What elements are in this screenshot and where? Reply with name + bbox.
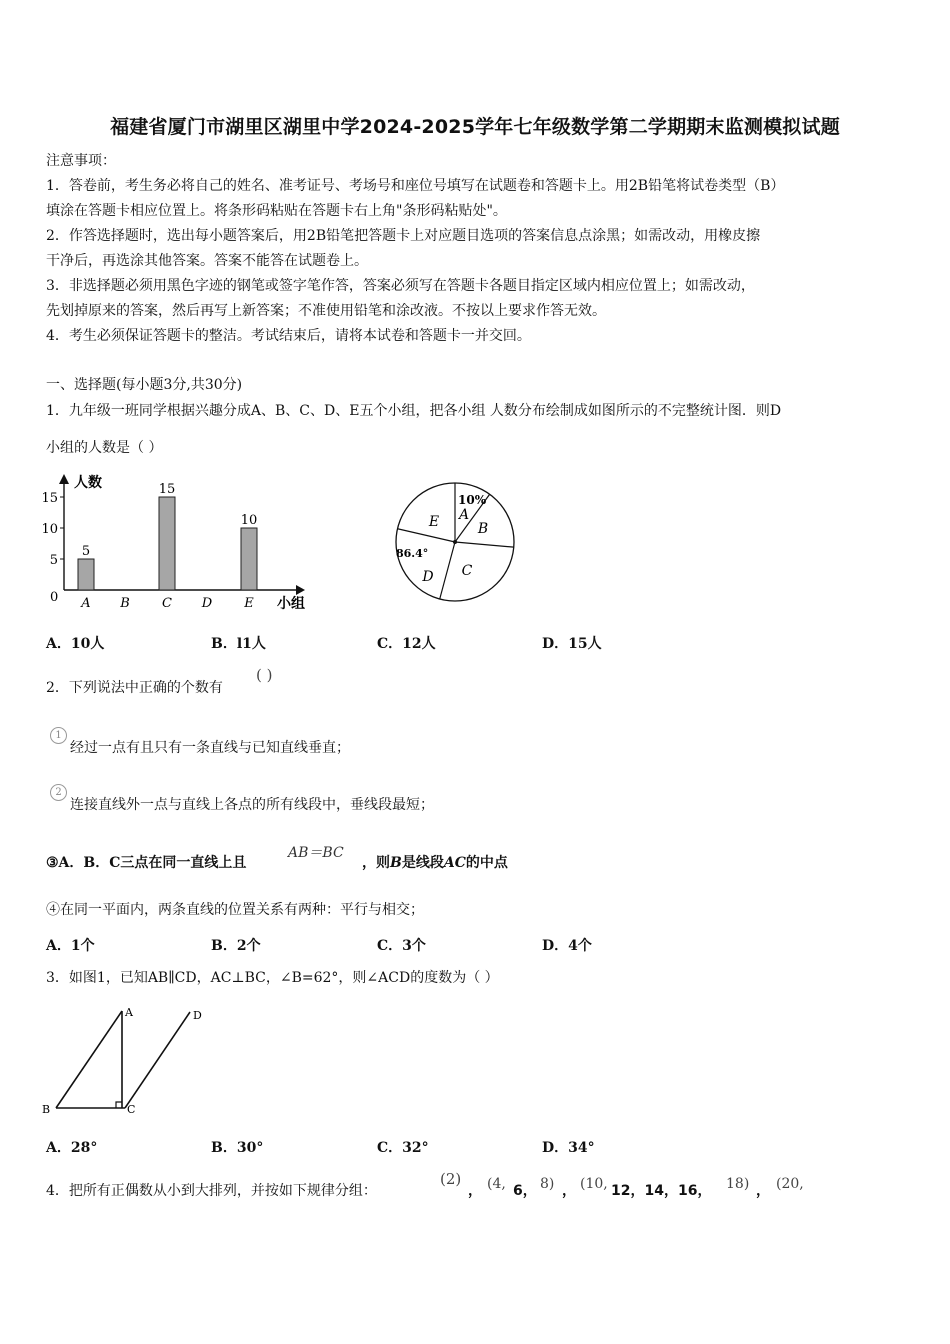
pie-slice-label-B: B bbox=[477, 521, 489, 537]
q2-statement-4: ④在同一平面内，两条直线的位置关系有两种：平行与相交； bbox=[46, 902, 424, 918]
bar-label-A: 5 bbox=[81, 544, 91, 559]
pie-annotation-angle: 86.4° bbox=[396, 547, 429, 560]
q4-group-3-mid: 12，14，16， bbox=[611, 1183, 712, 1199]
q2-statement-3-prefix: ③A．B．C三点在同一直线上且 bbox=[46, 855, 247, 871]
q1-stem-line1: 1．九年级一班同学根据兴趣分成A、B、C、D、E五个小组，把各小组 人数分布绘制成如图所示的不完整统计图．则D bbox=[46, 403, 782, 419]
x-tick-label-C: C bbox=[162, 596, 172, 611]
bar-label-C: 15 bbox=[158, 482, 176, 497]
q4-group-3-open: (10, bbox=[580, 1176, 608, 1192]
pie-slice-label-E: E bbox=[428, 514, 440, 530]
q2-statement-1: 经过一点有且只有一条直线与已知直线垂直； bbox=[70, 740, 350, 756]
q2-option-a[interactable]: A．1个 bbox=[46, 938, 95, 954]
x-tick-label-B: B bbox=[120, 596, 130, 611]
q4-sep-1: ， bbox=[468, 1183, 482, 1199]
q2-statement-1-number: 1 bbox=[50, 727, 67, 744]
notice-line-4: 4．考生必须保证答题卡的整洁。考试结束后，请将本试卷和答题卡一并交回。 bbox=[46, 328, 531, 344]
q4-group-1: (2) bbox=[440, 1170, 462, 1188]
y-tick-label-0: 0 bbox=[50, 590, 59, 605]
y-tick-label-15: 15 bbox=[41, 491, 58, 506]
y-tick-label-10: 10 bbox=[41, 522, 58, 537]
pie-divider-4 bbox=[440, 542, 455, 599]
notice-line-1a: 1．答卷前，考生务必将自己的姓名、准考证号、考场号和座位号填写在试题卷和答题卡上。用2B铅笔将试卷类型（B） bbox=[46, 178, 785, 194]
notice-line-2a: 2．作答选择题时，选出每小题答案后，用2B铅笔把答题卡上对应题目选项的答案信息点涂黑；如需改动，用橡皮擦 bbox=[46, 228, 761, 244]
notice-heading: 注意事项： bbox=[46, 153, 116, 169]
q2-paren: ( ) bbox=[256, 666, 273, 684]
q3-option-a[interactable]: A．28° bbox=[46, 1140, 98, 1156]
segment-cd bbox=[125, 1012, 190, 1108]
x-tick-label-A: A bbox=[81, 596, 91, 611]
q2-statement-3-suffix bbox=[362, 855, 508, 871]
q4-stem: 4．把所有正偶数从小到大排列，并按如下规律分组： bbox=[46, 1183, 377, 1199]
y-axis-arrow bbox=[59, 474, 69, 484]
pie-divider-3 bbox=[455, 542, 514, 547]
page-title: 福建省厦门市湖里区湖里中学2024-2025学年七年级数学第二学期期末监测模拟试题 bbox=[110, 116, 840, 138]
q2-s3-text-b: 是线段 bbox=[401, 855, 444, 871]
label-d: D bbox=[193, 1009, 202, 1022]
y-tick-label-5: 5 bbox=[49, 553, 58, 568]
bar-label-E: 10 bbox=[240, 513, 258, 528]
q3-stem: 3．如图1，已知AB∥CD，AC⊥BC，∠B=62°，则∠ACD的度数为（ ） bbox=[46, 970, 499, 986]
bar-C bbox=[159, 497, 175, 590]
notice-line-3a: 3．非选择题必须用黑色字迹的钢笔或签字笔作答，答案必须写在答题卡各题目指定区域内相应位置上；如需改动， bbox=[46, 278, 755, 294]
q1-option-c[interactable]: C．12人 bbox=[377, 636, 436, 652]
segment-ab bbox=[56, 1011, 122, 1108]
q1-option-b[interactable]: B．l1人 bbox=[211, 636, 266, 652]
notice-line-2b: 干净后，再选涂其他答案。答案不能答在试题卷上。 bbox=[46, 253, 368, 269]
notice-line-1b: 填涂在答题卡相应位置上。将条形码粘贴在答题卡右上角"条形码粘贴处"。 bbox=[46, 203, 507, 219]
pie-annotation-percent: 10% bbox=[458, 493, 487, 507]
q2-statement-2-number: 2 bbox=[50, 784, 67, 801]
q4-sep-3: ， bbox=[756, 1183, 770, 1199]
q3-option-d[interactable]: D．34° bbox=[542, 1140, 595, 1156]
q4-sep-2: ， bbox=[562, 1183, 576, 1199]
q3-option-b[interactable]: B．30° bbox=[211, 1140, 264, 1156]
pie-chart-plot bbox=[396, 483, 514, 601]
bar-chart-plot bbox=[41, 474, 305, 612]
pie-center bbox=[453, 540, 457, 544]
label-a: A bbox=[125, 1006, 133, 1019]
q2-stem: 2．下列说法中正确的个数有 bbox=[46, 680, 223, 696]
q4-group-3-close: 18) bbox=[726, 1176, 750, 1192]
x-axis-arrow bbox=[296, 585, 305, 595]
q3-figure bbox=[40, 1004, 210, 1119]
q2-option-d[interactable]: D．4个 bbox=[542, 938, 592, 954]
y-axis-label: 人数 bbox=[74, 475, 102, 491]
x-tick-label-E: E bbox=[244, 596, 254, 611]
q4-group-2-close: 8) bbox=[540, 1176, 555, 1192]
q4-group-2-mid: 6， bbox=[513, 1183, 537, 1199]
q2-s3-var-ac: AC bbox=[443, 855, 466, 871]
x-tick-label-D: D bbox=[201, 596, 213, 611]
q1-option-a[interactable]: A．10人 bbox=[46, 636, 105, 652]
q2-s3-text-a: ，则 bbox=[362, 855, 390, 871]
q2-option-c[interactable]: C．3个 bbox=[377, 938, 426, 954]
pie-slice-label-D: D bbox=[422, 569, 434, 585]
pie-slice-label-A: A bbox=[458, 507, 470, 523]
pie-divider-5 bbox=[398, 529, 455, 542]
q2-statement-2: 连接直线外一点与直线上各点的所有线段中，垂线段最短； bbox=[70, 797, 434, 813]
pie-slice-label-C: C bbox=[461, 563, 473, 579]
label-c: C bbox=[127, 1103, 136, 1116]
section-heading: 一、选择题(每小题3分,共30分) bbox=[46, 377, 243, 393]
q2-option-b[interactable]: B．2个 bbox=[211, 938, 261, 954]
bar-A bbox=[78, 559, 94, 590]
q1-bar-chart bbox=[40, 468, 320, 618]
label-b: B bbox=[42, 1103, 51, 1116]
q1-option-d[interactable]: D．15人 bbox=[542, 636, 602, 652]
q4-group-2-open: (4, bbox=[487, 1176, 506, 1192]
q1-pie-chart bbox=[388, 478, 523, 608]
q2-s3-var-b: B bbox=[390, 855, 402, 871]
x-axis-label: 小组 bbox=[277, 596, 305, 612]
bar-E bbox=[241, 528, 257, 590]
notice-line-3b: 先划掉原来的答案，然后再写上新答案；不准使用铅笔和涂改液。不按以上要求作答无效。 bbox=[46, 303, 606, 319]
right-angle-mark bbox=[116, 1102, 122, 1108]
q4-group-4-open: (20, bbox=[776, 1176, 804, 1192]
q3-option-c[interactable]: C．32° bbox=[377, 1140, 429, 1156]
q2-s3-text-c: 的中点 bbox=[465, 855, 508, 871]
q1-stem-line2: 小组的人数是（ ） bbox=[46, 440, 163, 456]
q2-statement-3-math: AB＝BC bbox=[288, 845, 344, 861]
